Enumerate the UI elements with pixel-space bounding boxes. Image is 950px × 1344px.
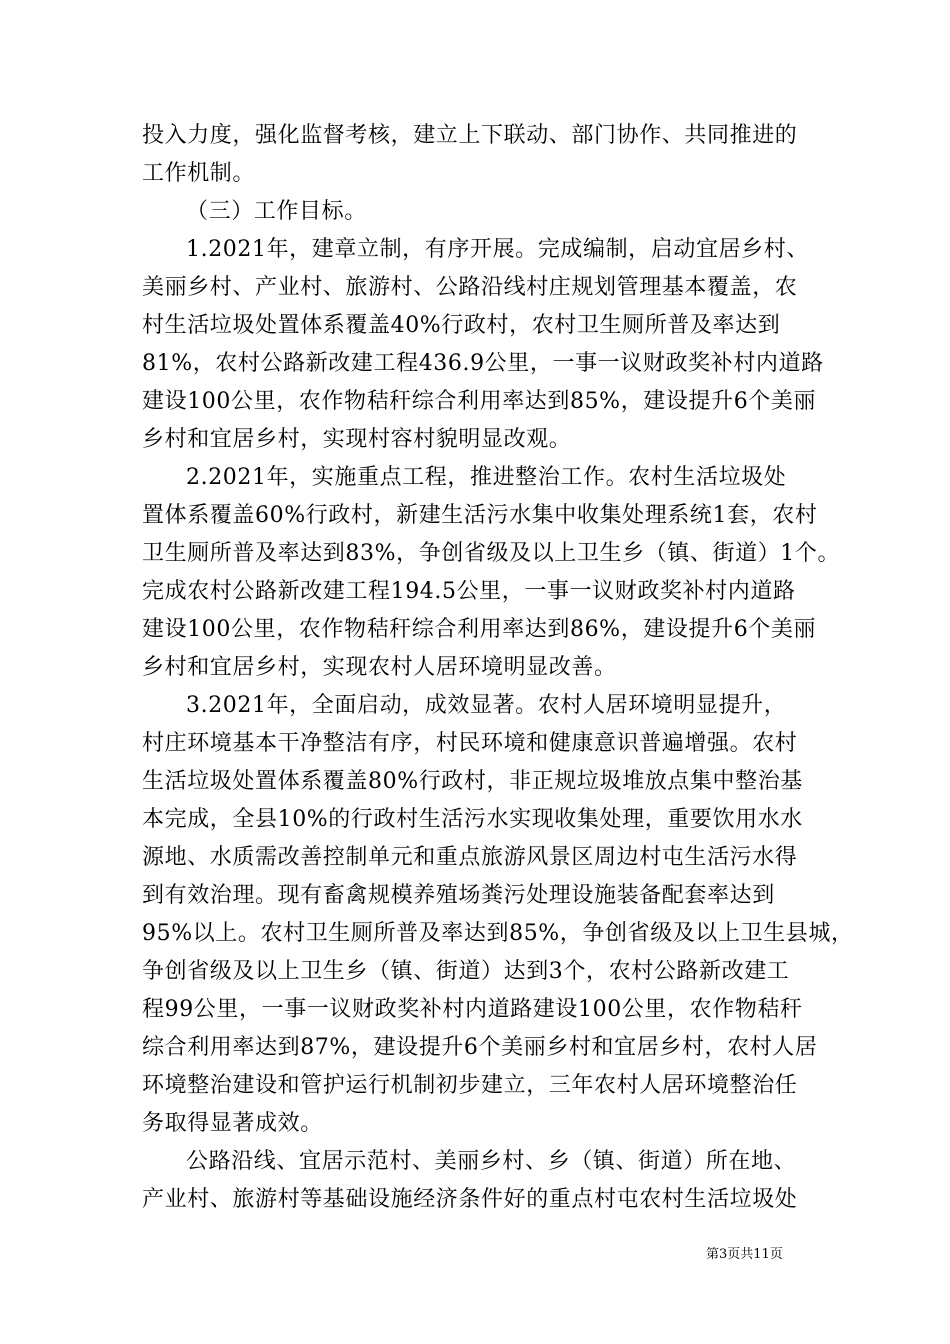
text-line: 81%，农村公路新改建工程436.9公里，一事一议财政奖补村内道路 <box>142 351 824 376</box>
text-line: 建设100公里，农作物秸秆综合利用率达到86%，建设提升6个美丽 <box>142 617 817 642</box>
page-number-footer: 第3页共11页 <box>706 1247 783 1262</box>
text-line: 1.2021年，建章立制，有序开展。完成编制，启动宜居乡村、 <box>186 237 809 262</box>
text-line: 产业村、旅游村等基础设施经济条件好的重点村屯农村生活垃圾处 <box>142 1187 798 1212</box>
text-line: 到有效治理。现有畜禽规模养殖场粪污处理设施装备配套率达到 <box>142 883 775 908</box>
text-line: 程99公里，一事一议财政奖补村内道路建设100公里，农作物秸秆 <box>142 997 803 1022</box>
section-heading: （三）工作目标。 <box>186 199 367 224</box>
text-line: 公路沿线、宜居示范村、美丽乡村、乡（镇、街道）所在地、 <box>186 1149 797 1174</box>
text-line: 村庄环境基本干净整洁有序，村民环境和健康意识普遍增强。农村 <box>142 731 798 756</box>
text-line: 乡村和宜居乡村，实现村容村貌明显改观。 <box>142 427 572 452</box>
text-line: 乡村和宜居乡村，实现农村人居环境明显改善。 <box>142 655 617 680</box>
text-line: 工作机制。 <box>142 161 256 186</box>
text-line: 村生活垃圾处置体系覆盖40%行政村，农村卫生厕所普及率达到 <box>142 313 781 338</box>
text-line: 源地、水质需改善控制单元和重点旅游风景区周边村屯生活污水得 <box>142 845 798 870</box>
text-line: 争创省级及以上卫生乡（镇、街道）达到3个，农村公路新改建工 <box>142 959 790 984</box>
text-line: 卫生厕所普及率达到83%，争创省级及以上卫生乡（镇、街道）1个。 <box>142 541 841 566</box>
text-line: 综合利用率达到87%，建设提升6个美丽乡村和宜居乡村，农村人居 <box>142 1035 818 1060</box>
text-line: 3.2021年，全面启动，成效显著。农村人居环境明显提升， <box>186 693 787 718</box>
text-line: 95%以上。农村卫生厕所普及率达到85%，争创省级及以上卫生县城， <box>142 921 854 946</box>
text-line: 建设100公里，农作物秸秆综合利用率达到85%，建设提升6个美丽 <box>142 389 817 414</box>
text-line: 投入力度，强化监督考核，建立上下联动、部门协作、共同推进的 <box>142 123 798 148</box>
text-line: 本完成，全县10%的行政村生活污水实现收集处理，重要饮用水水 <box>142 807 803 832</box>
text-line: 完成农村公路新改建工程194.5公里，一事一议财政奖补村内道路 <box>142 579 796 604</box>
text-line: 务取得显著成效。 <box>142 1111 323 1136</box>
text-line: 置体系覆盖60%行政村，新建生活污水集中收集处理系统1套，农村 <box>142 503 818 528</box>
text-line: 生活垃圾处置体系覆盖80%行政村，非正规垃圾堆放点集中整治基 <box>142 769 803 794</box>
text-line: 2.2021年，实施重点工程，推进整治工作。农村生活垃圾处 <box>186 465 787 490</box>
text-line: 环境整治建设和管护运行机制初步建立，三年农村人居环境整治任 <box>142 1073 798 1098</box>
text-line: 美丽乡村、产业村、旅游村、公路沿线村庄规划管理基本覆盖，农 <box>142 275 798 300</box>
